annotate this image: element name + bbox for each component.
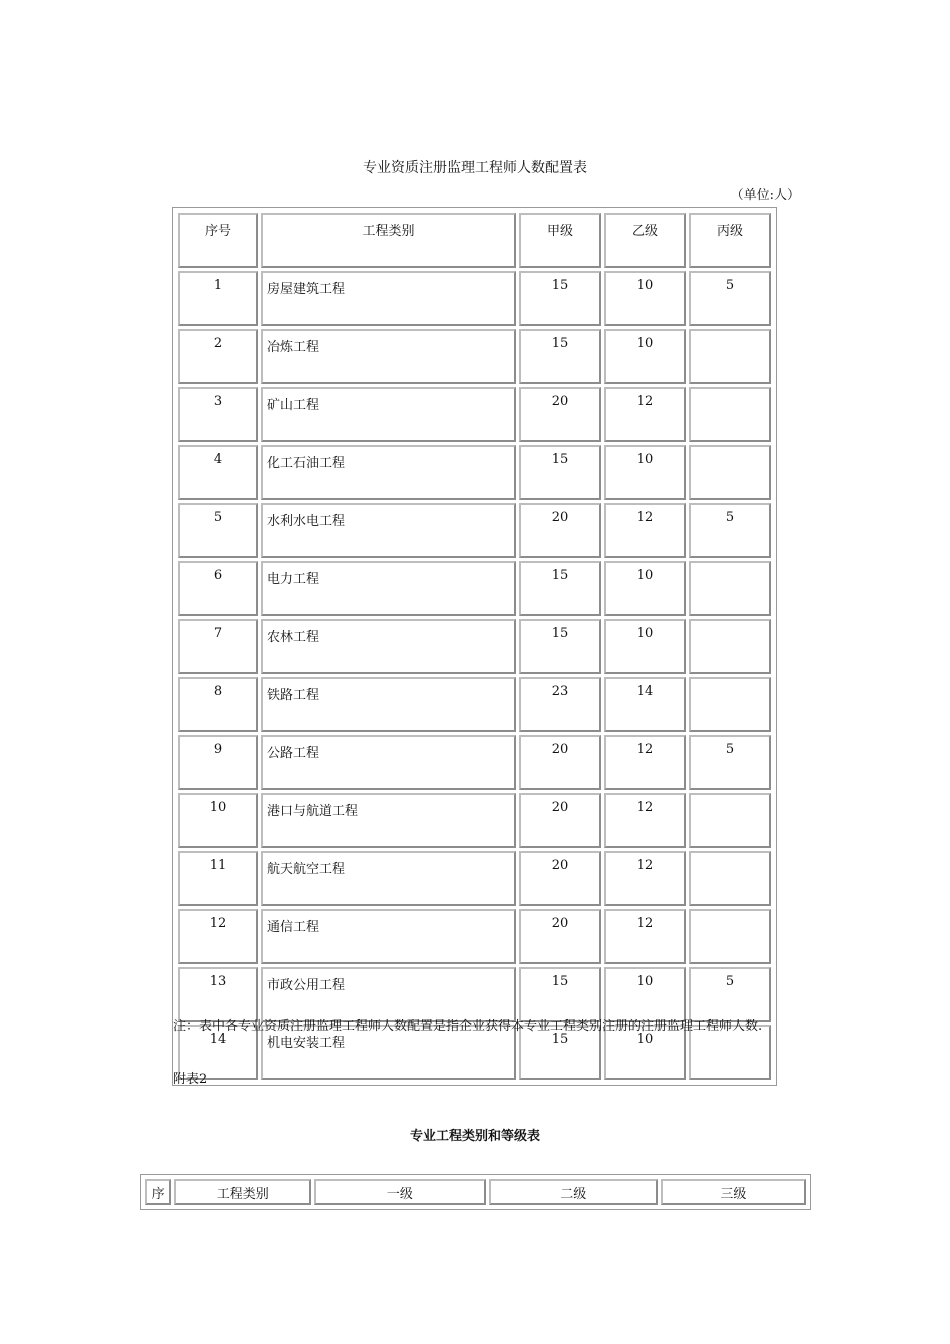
table-header-row [145, 1179, 806, 1205]
table-row [178, 851, 771, 906]
table-cell: 10 [604, 619, 686, 674]
table-cell: 机电安装工程 [261, 1025, 516, 1080]
header-cell: 二级 [489, 1179, 658, 1205]
table-cell: 港口与航道工程 [261, 793, 516, 848]
header-cell: 三级 [661, 1179, 806, 1205]
table-cell: 水利水电工程 [261, 503, 516, 558]
table-cell: 10 [604, 329, 686, 384]
table-cell: 4 [178, 445, 258, 500]
unit-label: （单位:人） [730, 188, 800, 203]
table-cell: 5 [178, 503, 258, 558]
table-cell: 1 [178, 271, 258, 326]
table-cell: 15 [519, 271, 601, 326]
table-cell: 12 [604, 735, 686, 790]
table-row [178, 387, 771, 442]
table-cell: 7 [178, 619, 258, 674]
annex-label: 附表2 [173, 1072, 208, 1087]
header-cell: 工程类别 [261, 213, 516, 268]
table-cell: 10 [604, 967, 686, 1022]
table-cell: 房屋建筑工程 [261, 271, 516, 326]
table-header-row [178, 213, 771, 268]
table-cell: 20 [519, 503, 601, 558]
table-cell: 通信工程 [261, 909, 516, 964]
table1-title: 专业资质注册监理工程师人数配置表 [363, 160, 587, 176]
table-cell: 12 [604, 387, 686, 442]
table-cell: 10 [604, 561, 686, 616]
table-cell: 5 [689, 735, 771, 790]
header-cell: 工程类别 [174, 1179, 311, 1205]
table-cell [689, 387, 771, 442]
table-cell: 15 [519, 967, 601, 1022]
table-cell: 电力工程 [261, 561, 516, 616]
table-cell: 10 [604, 1025, 686, 1080]
table-row [178, 909, 771, 964]
table-cell: 铁路工程 [261, 677, 516, 732]
staffing-table [172, 207, 777, 1086]
table-cell: 20 [519, 735, 601, 790]
table-cell: 航天航空工程 [261, 851, 516, 906]
header-cell: 序 [145, 1179, 171, 1205]
header-cell: 一级 [314, 1179, 485, 1205]
table-row [178, 619, 771, 674]
table-cell: 5 [689, 503, 771, 558]
table-cell [689, 445, 771, 500]
table-cell: 15 [519, 445, 601, 500]
table-cell: 11 [178, 851, 258, 906]
table-note: 注：表中各专业资质注册监理工程师人数配置是指企业获得本专业工程类别注册的注册监理工程师人数. [173, 1019, 763, 1034]
category-grade-table [140, 1174, 811, 1210]
table-cell: 10 [604, 445, 686, 500]
table-cell [689, 793, 771, 848]
header-cell: 甲级 [519, 213, 601, 268]
table-cell: 15 [519, 561, 601, 616]
table-cell: 12 [604, 503, 686, 558]
table-cell: 矿山工程 [261, 387, 516, 442]
table-cell: 15 [519, 619, 601, 674]
table-cell: 5 [689, 967, 771, 1022]
table-cell [689, 677, 771, 732]
table-row [178, 735, 771, 790]
table-cell: 13 [178, 967, 258, 1022]
table-cell: 9 [178, 735, 258, 790]
table-cell: 市政公用工程 [261, 967, 516, 1022]
table-cell: 20 [519, 851, 601, 906]
table-row [178, 329, 771, 384]
table-cell: 14 [178, 1025, 258, 1080]
table-cell: 14 [604, 677, 686, 732]
table-cell: 10 [604, 271, 686, 326]
table-cell: 2 [178, 329, 258, 384]
table-cell [689, 909, 771, 964]
table-row [178, 677, 771, 732]
table-cell: 6 [178, 561, 258, 616]
header-cell: 乙级 [604, 213, 686, 268]
header-cell: 丙级 [689, 213, 771, 268]
table-cell: 冶炼工程 [261, 329, 516, 384]
table-row [178, 561, 771, 616]
table2-title: 专业工程类别和等级表 [409, 1129, 540, 1144]
table-cell: 15 [519, 1025, 601, 1080]
table-cell: 5 [689, 271, 771, 326]
table-cell: 23 [519, 677, 601, 732]
table-cell: 3 [178, 387, 258, 442]
table-cell: 15 [519, 329, 601, 384]
table-cell: 12 [178, 909, 258, 964]
table-cell: 农林工程 [261, 619, 516, 674]
table-row [178, 271, 771, 326]
table-cell [689, 851, 771, 906]
table-cell: 化工石油工程 [261, 445, 516, 500]
table-cell: 12 [604, 793, 686, 848]
table-row [178, 503, 771, 558]
table-cell: 公路工程 [261, 735, 516, 790]
table-cell [689, 561, 771, 616]
header-cell: 序号 [178, 213, 258, 268]
table-cell: 12 [604, 909, 686, 964]
table-cell: 20 [519, 909, 601, 964]
table-cell: 20 [519, 793, 601, 848]
table-cell: 12 [604, 851, 686, 906]
table-row [178, 793, 771, 848]
table-cell: 8 [178, 677, 258, 732]
table-cell [689, 619, 771, 674]
table-cell: 10 [178, 793, 258, 848]
table-row [178, 445, 771, 500]
table-cell: 20 [519, 387, 601, 442]
table-cell [689, 329, 771, 384]
